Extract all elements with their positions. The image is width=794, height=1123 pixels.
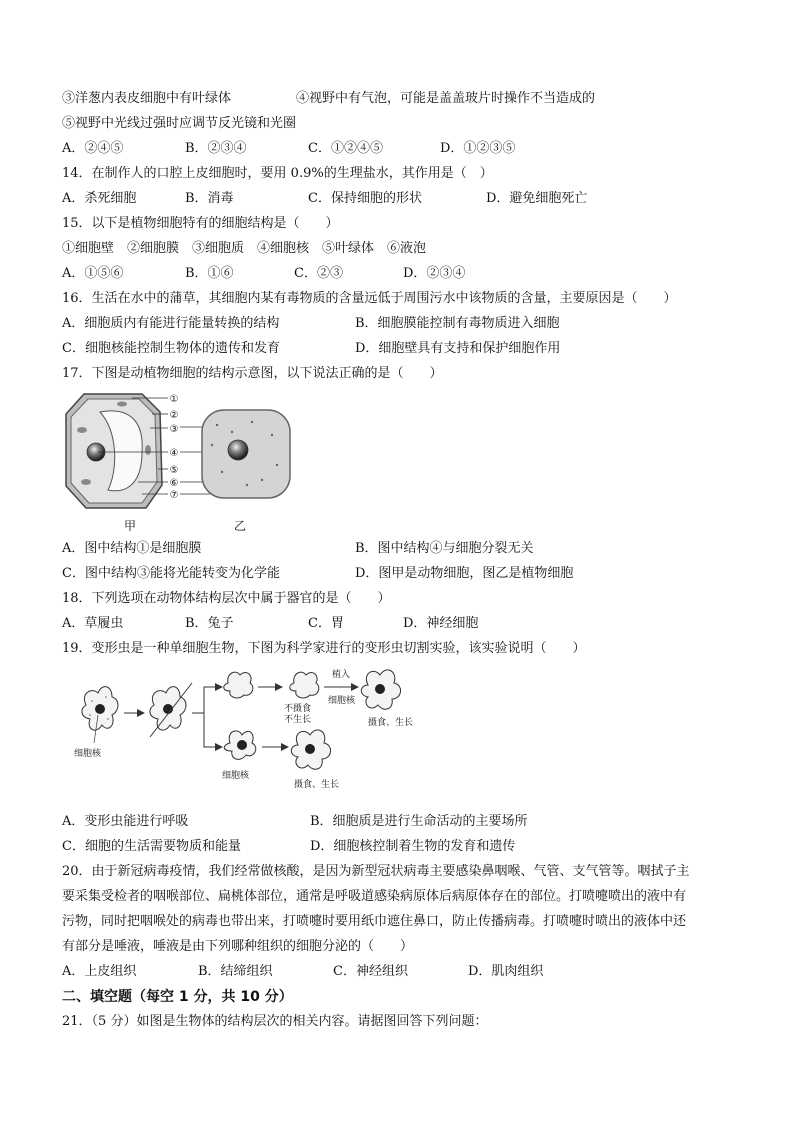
q20-line-2: 要采集受检者的咽喉部位、扁桃体部位，通常是呼吸道感染病原体后病原体存在的部位。打喷嚏喷出的液中有 bbox=[62, 889, 687, 904]
q17-option-b: B．图中结构④与细胞分裂无关 bbox=[355, 541, 534, 556]
label-no-grow: 不生长 bbox=[284, 715, 312, 725]
q17-option-d: D．图甲是动物细胞，图乙是植物细胞 bbox=[355, 566, 574, 581]
q15-option-a: A．①⑤⑥ bbox=[62, 266, 124, 281]
q19-stem: 19．变形虫是一种单细胞生物，下图为科学家进行的变形虫切割实验，该实验说明（ ） bbox=[62, 641, 586, 656]
label-jia: 甲 bbox=[124, 519, 137, 533]
label-nucleus-2: 细胞核 bbox=[222, 771, 250, 781]
q20-option-b: B．结缔组织 bbox=[198, 964, 273, 979]
q18-option-d: D．神经细胞 bbox=[403, 616, 479, 631]
label-yi: 乙 bbox=[234, 519, 247, 533]
q18-option-b: B．兔子 bbox=[185, 616, 234, 631]
label-no-eat: 不摄食 bbox=[284, 704, 312, 714]
q21-stem: 21．（5 分）如图是生物体的结构层次的相关内容。请据图回答下列问题： bbox=[62, 1014, 488, 1029]
cell-diagram bbox=[62, 390, 292, 535]
q20-option-d: D．肌肉组织 bbox=[468, 964, 544, 979]
q15-stem: 15．以下是植物细胞特有的细胞结构是（ ） bbox=[62, 216, 339, 231]
section-fill-in-heading: 二、填空题（每空 1 分，共 10 分） bbox=[62, 989, 293, 1005]
q13-option-a: A．②④⑤ bbox=[62, 141, 124, 156]
q19-option-b: B．细胞质是进行生命活动的主要场所 bbox=[310, 814, 528, 829]
q14-option-a: A．杀死细胞 bbox=[62, 191, 137, 206]
label-2: ② bbox=[169, 410, 179, 421]
label-eat-grow-1: 摄食、生长 bbox=[368, 718, 414, 728]
animal-nucleus bbox=[228, 440, 248, 460]
label-eat-grow-2: 摄食、生长 bbox=[294, 780, 340, 790]
q16-option-c: C．细胞核能控制生物体的遗传和发育 bbox=[62, 341, 280, 356]
q19-option-a: A．变形虫能进行呼吸 bbox=[62, 814, 189, 829]
q20-option-a: A．上皮组织 bbox=[62, 964, 137, 979]
q13-option-d: D．①②③⑤ bbox=[440, 141, 516, 156]
q14-option-c: C．保持细胞的形状 bbox=[308, 191, 422, 206]
q20-option-c: C．神经组织 bbox=[333, 964, 408, 979]
label-insert: 植入 bbox=[332, 670, 351, 680]
statement-3: ③洋葱内表皮细胞中有叶绿体 bbox=[62, 91, 232, 106]
q17-option-c: C．图中结构③能将光能转变为化学能 bbox=[62, 566, 280, 581]
label-6: ⑥ bbox=[169, 478, 179, 489]
q20-line-3: 污物，同时把咽喉处的病毒也带出来，打喷嚏时要用纸巾遮住鼻口，防止传播病毒。打喷嚏时喷出的液体中还 bbox=[62, 914, 687, 929]
q14-stem: 14．在制作人的口腔上皮细胞时，要用 0.9%的生理盐水，其作用是（ ） bbox=[62, 166, 493, 181]
q17-option-a: A．图中结构①是细胞膜 bbox=[62, 541, 202, 556]
q16-stem: 16．生活在水中的蒲草，其细胞内某有毒物质的含量远低于周围污水中该物质的含量，主要原因是（ ） bbox=[62, 291, 677, 306]
label-5: ⑤ bbox=[169, 465, 179, 476]
q17-stem: 17．下图是动植物细胞的结构示意图，以下说法正确的是（ ） bbox=[62, 366, 443, 381]
q18-option-c: C．胃 bbox=[308, 616, 344, 631]
label-4: ④ bbox=[169, 448, 179, 459]
q13-option-b: B．②③④ bbox=[185, 141, 247, 156]
q16-option-b: B．细胞膜能控制有毒物质进入细胞 bbox=[355, 316, 560, 331]
chloroplast bbox=[77, 427, 87, 433]
label-3: ③ bbox=[169, 424, 179, 435]
q19-option-d: D．细胞核控制着生物的发育和遗传 bbox=[310, 839, 516, 854]
q14-option-b: B．消毒 bbox=[185, 191, 234, 206]
q20-line-4: 有部分是唾液，唾液是由下列哪种组织的细胞分泌的（ ） bbox=[62, 939, 414, 954]
label-nucleus: 细胞核 bbox=[74, 749, 102, 759]
q20-line-1: 20．由于新冠病毒疫情，我们经常做核酸，是因为新型冠状病毒主要感染鼻咽喉、气管、支气管等。咽拭子主 bbox=[62, 864, 690, 879]
q15-items: ①细胞壁 ②细胞膜 ③细胞质 ④细胞核 ⑤叶绿体 ⑥液泡 bbox=[62, 241, 427, 256]
label-insert-nucleus: 细胞核 bbox=[328, 696, 356, 706]
q15-option-d: D．②③④ bbox=[403, 266, 466, 281]
q18-stem: 18．下列选项在动物体结构层次中属于器官的是（ ） bbox=[62, 591, 391, 606]
q16-option-a: A．细胞质内有能进行能量转换的结构 bbox=[62, 316, 280, 331]
q14-option-d: D．避免细胞死亡 bbox=[486, 191, 588, 206]
label-7: ⑦ bbox=[169, 490, 179, 501]
q15-option-b: B．①⑥ bbox=[185, 266, 234, 281]
q15-option-c: C．②③ bbox=[294, 266, 343, 281]
statement-5: ⑤视野中光线过强时应调节反光镜和光圈 bbox=[62, 116, 297, 131]
amoeba-experiment-diagram bbox=[72, 663, 432, 803]
q16-option-d: D．细胞壁具有支持和保护细胞作用 bbox=[355, 341, 561, 356]
q18-option-a: A．草履虫 bbox=[62, 616, 124, 631]
q13-option-c: C．①②④⑤ bbox=[308, 141, 383, 156]
statement-4: ④视野中有气泡，可能是盖盖玻片时操作不当造成的 bbox=[296, 91, 596, 106]
label-1: ① bbox=[169, 394, 179, 405]
q19-option-c: C．细胞的生活需要物质和能量 bbox=[62, 839, 241, 854]
